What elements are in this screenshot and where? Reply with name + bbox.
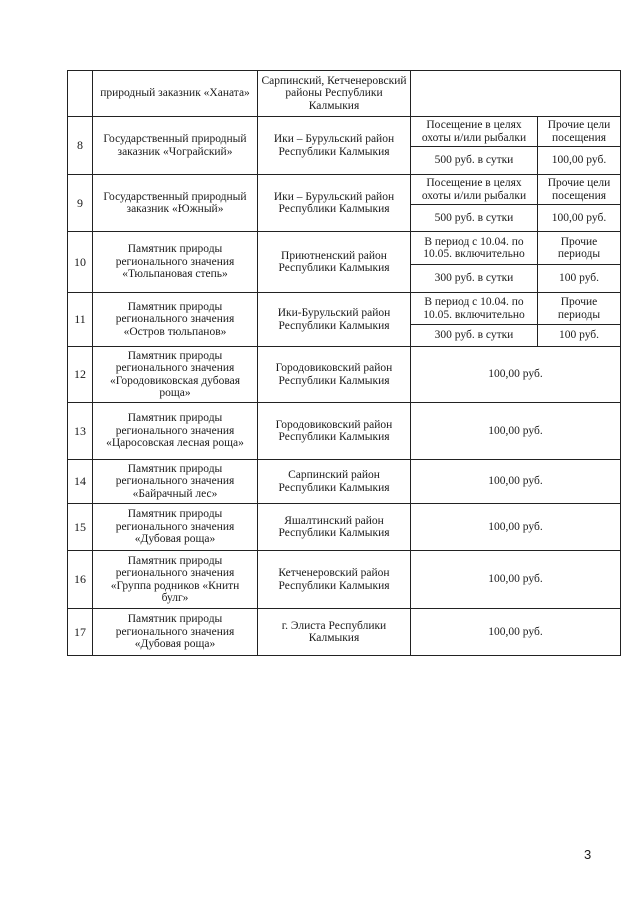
fee-price-a: 500 руб. в сутки (411, 147, 538, 175)
fee-price: 100,00 руб. (411, 403, 621, 460)
fee-price-b: 100,00 руб. (538, 147, 621, 175)
fee-price: 100,00 руб. (411, 609, 621, 656)
fee-price-b: 100 руб. (538, 265, 621, 293)
fee-condition-a: В период с 10.04. по 10.05. включительно (411, 232, 538, 265)
table-row (68, 403, 621, 460)
table-row (68, 609, 621, 656)
row-number: 13 (68, 403, 93, 460)
object-name: Памятник природы регионального значения «Тюльпановая степь» (93, 232, 258, 293)
row-number: 8 (68, 117, 93, 175)
object-location: Городовиковский район Республики Калмыкия (258, 403, 411, 460)
object-location: Ики-Бурульский район Республики Калмыкия (258, 293, 411, 347)
fee-price: 100,00 руб. (411, 551, 621, 609)
row-number: 15 (68, 504, 93, 551)
table-row (68, 175, 621, 205)
row-number: 11 (68, 293, 93, 347)
fee-condition-b: Прочие периоды (538, 232, 621, 265)
row-number: 9 (68, 175, 93, 232)
row-number: 16 (68, 551, 93, 609)
fee-price-a: 300 руб. в сутки (411, 325, 538, 347)
table-row (68, 293, 621, 325)
fee-price-b: 100 руб. (538, 325, 621, 347)
table-row (68, 504, 621, 551)
row-number: 17 (68, 609, 93, 656)
object-name: Памятник природы регионального значения «Дубовая роща» (93, 609, 258, 656)
object-location: г. Элиста Республики Калмыкия (258, 609, 411, 656)
fee-price: 100,00 руб. (411, 347, 621, 403)
fee-price-a: 300 руб. в сутки (411, 265, 538, 293)
object-name: Памятник природы регионального значения «Байрачный лес» (93, 460, 258, 504)
object-name: Памятник природы регионального значения «Городовиковская дубовая роща» (93, 347, 258, 403)
object-location: Приютненский район Республики Калмыкия (258, 232, 411, 293)
object-name: природный заказник «Ханата» (93, 71, 258, 117)
table-row (68, 71, 621, 117)
object-name: Памятник природы регионального значения «Царосовская лесная роща» (93, 403, 258, 460)
fee-price: 100,00 руб. (411, 460, 621, 504)
object-name: Государственный природный заказник «Чограйский» (93, 117, 258, 175)
object-name: Государственный природный заказник «Южный» (93, 175, 258, 232)
fee-condition-b: Прочие цели посещения (538, 175, 621, 205)
table-row (68, 117, 621, 147)
object-name: Памятник природы регионального значения «Дубовая роща» (93, 504, 258, 551)
fee-condition-a: Посещение в целях охоты и/или рыбалки (411, 175, 538, 205)
row-number: 10 (68, 232, 93, 293)
object-location: Сарпинский, Кетченеровский районы Республики Калмыкия (258, 71, 411, 117)
row-number (68, 71, 93, 117)
fee-condition-a: В период с 10.04. по 10.05. включительно (411, 293, 538, 325)
fees-table (67, 70, 621, 656)
table-row (68, 551, 621, 609)
fee-price: 100,00 руб. (411, 504, 621, 551)
fee-price-b: 100,00 руб. (538, 205, 621, 232)
object-location: Кетченеровский район Республики Калмыкия (258, 551, 411, 609)
row-number: 14 (68, 460, 93, 504)
table-row (68, 460, 621, 504)
table-row (68, 232, 621, 265)
fee-condition-a: Посещение в целях охоты и/или рыбалки (411, 117, 538, 147)
row-number: 12 (68, 347, 93, 403)
object-name: Памятник природы регионального значения «Группа родников «Книтн булг» (93, 551, 258, 609)
object-location: Ики – Бурульский район Республики Калмыкия (258, 117, 411, 175)
object-location: Ики – Бурульский район Республики Калмыкия (258, 175, 411, 232)
fee-price-a: 500 руб. в сутки (411, 205, 538, 232)
fee-condition-b: Прочие периоды (538, 293, 621, 325)
object-location: Сарпинский район Республики Калмыкия (258, 460, 411, 504)
page-number: 3 (584, 847, 592, 862)
fee-cell (411, 71, 621, 117)
object-location: Городовиковский район Республики Калмыкия (258, 347, 411, 403)
object-location: Яшалтинский район Республики Калмыкия (258, 504, 411, 551)
table-row (68, 347, 621, 403)
object-name: Памятник природы регионального значения «Остров тюльпанов» (93, 293, 258, 347)
fee-condition-b: Прочие цели посещения (538, 117, 621, 147)
